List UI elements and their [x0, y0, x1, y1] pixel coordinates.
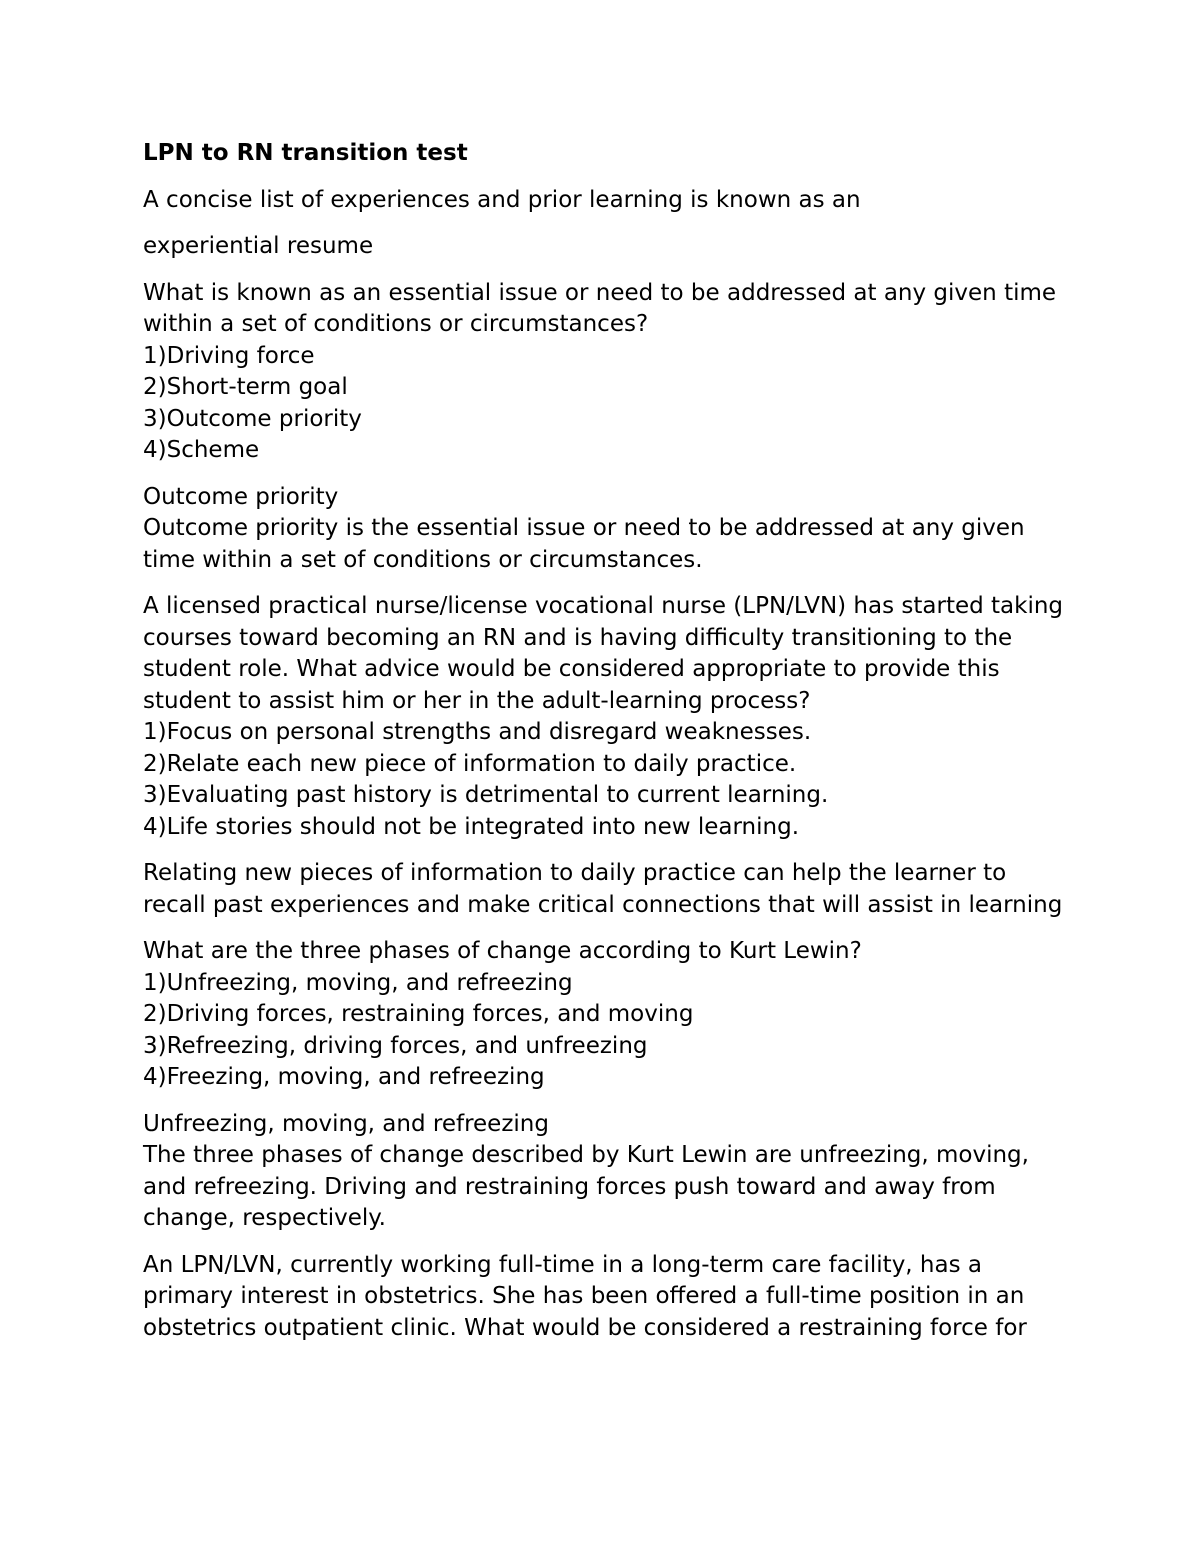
- q4-option-3: 3)Refreezing, driving forces, and unfreezing: [143, 1032, 648, 1059]
- q3-option-2: 2)Relate each new piece of information to daily practice.: [143, 750, 797, 777]
- q4-answer-block: [143, 1109, 1073, 1235]
- q5-question: An LPN/LVN, currently working full-time in a long-term care facility, has a primary interest in obstetrics. She has been offered a full-time position in an obstetrics outpatient clinic. What would be considered a restraining force for: [143, 1251, 1027, 1341]
- q4-answer: Unfreezing, moving, and refreezing: [143, 1110, 549, 1137]
- q4-block: [143, 936, 1073, 1094]
- q2-question: What is known as an essential issue or need to be addressed at any given time within a set of conditions or circumstances?: [143, 279, 1057, 337]
- q2-option-3: 3)Outcome priority: [143, 405, 362, 432]
- q4-explanation: The three phases of change described by Kurt Lewin are unfreezing, moving, and refreezing. Driving and restraining forces push toward and away from change, respectively.: [143, 1142, 1029, 1231]
- q3-option-4: 4)Life stories should not be integrated into new learning.: [143, 813, 800, 840]
- q2-answer: Outcome priority: [143, 483, 339, 510]
- q3-block: [143, 591, 1073, 843]
- q4-option-4: 4)Freezing, moving, and refreezing: [143, 1064, 545, 1090]
- document-page: [143, 138, 1073, 1359]
- q3-option-1: 1)Focus on personal strengths and disregard weaknesses.: [143, 719, 812, 745]
- q2-option-1: 1)Driving force: [143, 342, 315, 369]
- q2-explanation: Outcome priority is the essential issue or need to be addressed at any given time within a set of conditions or circumstances.: [143, 515, 1025, 573]
- q2-block: [143, 278, 1073, 467]
- q4-option-2: 2)Driving forces, restraining forces, and moving: [143, 1001, 694, 1027]
- q1-answer: experiential resume: [143, 233, 374, 259]
- document-title: LPN to RN transition test: [143, 140, 468, 166]
- q4-option-1: 1)Unfreezing, moving, and refreezing: [143, 969, 573, 996]
- q4-question: What are the three phases of change according to Kurt Lewin?: [143, 938, 862, 964]
- q3-option-3: 3)Evaluating past history is detrimental to current learning.: [143, 782, 829, 808]
- q1-question: A concise list of experiences and prior learning is known as an: [143, 186, 861, 213]
- q3-explanation: Relating new pieces of information to daily practice can help the learner to recall past experiences and make critical connections that will assist in learning: [143, 860, 1063, 918]
- q3-question: A licensed practical nurse/license vocational nurse (LPN/LVN) has started taking courses toward becoming an RN and is having difficulty transitioning to the student role. What advice would be considered appropriate to provide this student to assist him or her in the adult-learning process?: [143, 593, 1064, 714]
- q2-answer-block: [143, 482, 1073, 577]
- q2-option-4: 4)Scheme: [143, 437, 260, 463]
- q2-option-2: 2)Short-term goal: [143, 374, 348, 400]
